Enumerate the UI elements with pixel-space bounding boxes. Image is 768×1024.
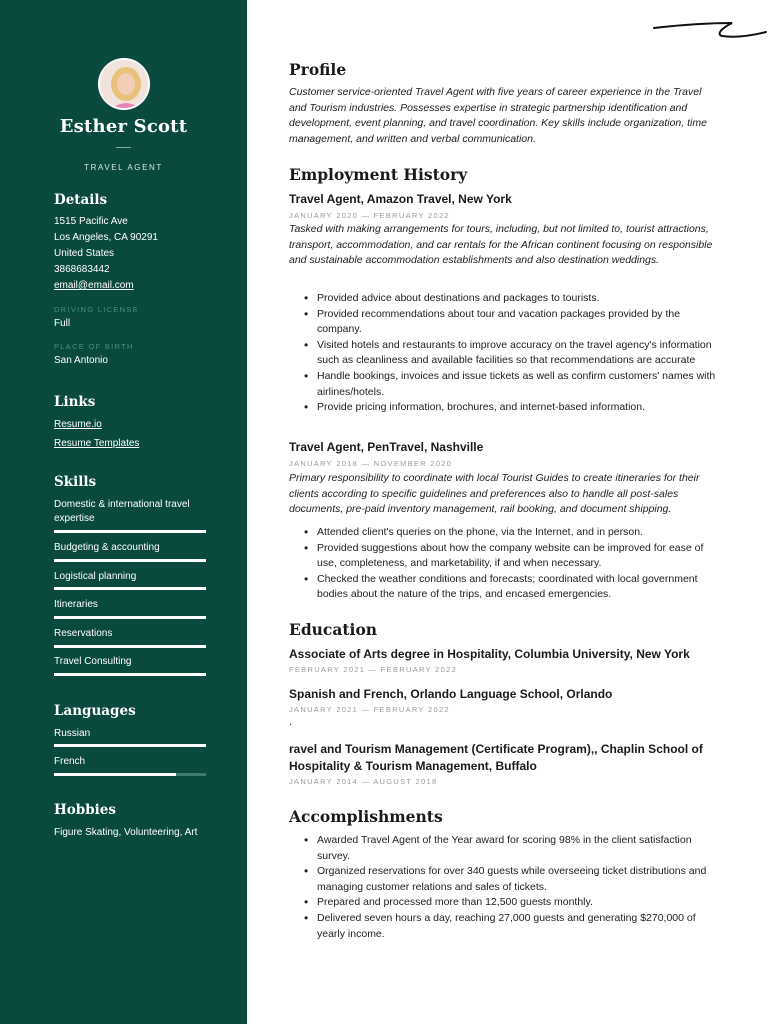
- list-item: • Checked the weather conditions and forecasts; coordinated with local government bodies about the nature of the trips, and encased emergencies.: [303, 572, 717, 603]
- skill-label: Reservations: [54, 628, 113, 639]
- signature-scribble: [650, 14, 768, 44]
- skill-level-bar: [54, 616, 206, 619]
- job-summary: Primary responsibility to coordinate with local Tourist Guides to create itineraries for their clients according to specific guidelines and preferences also to handle all post-sales documents, pre-paid inventory management, rail booking, and document shipping.: [289, 472, 700, 516]
- list-item: • Visited hotels and restaurants to improve accuracy on the travel agency's information such as cleanliness and available facilities so that recommendations are accurate: [303, 338, 717, 369]
- job-summary: Tasked with making arrangements for tours, including, but not limited to, tourist attractions, transport, accommodation, and car rentals for the African continent focusing on responsible and sustainable accommodation establishments and also destination weddings.: [289, 223, 713, 267]
- list-item: • Prepared and processed more than 12,500 guests monthly.: [303, 895, 717, 911]
- accomplishments-heading: Accomplishments: [289, 807, 443, 826]
- list-item: • Awarded Travel Agent of the Year award for scoring 98% in the client satisfaction survey.: [303, 833, 717, 864]
- language-level-bar: [54, 773, 206, 776]
- address-line2: Los Angeles, CA 90291: [54, 232, 158, 243]
- skill-label: Itineraries: [54, 599, 98, 610]
- skills-heading: Skills: [54, 474, 97, 490]
- education-dates: JANUARY 2014 — AUGUST 2018: [289, 777, 438, 786]
- place-of-birth-value: San Antonio: [54, 355, 108, 366]
- language-label: Russian: [54, 728, 91, 739]
- driving-license-value: Full: [54, 318, 71, 329]
- job-bullets: [303, 525, 717, 603]
- links-heading: Links: [54, 394, 96, 410]
- country: United States: [54, 248, 115, 259]
- link-resume-io[interactable]: Resume.io: [54, 419, 102, 430]
- name-divider: [116, 147, 131, 148]
- skill-label: Logistical planning: [54, 571, 137, 582]
- skill-label: Domestic & international travel expertise: [54, 499, 190, 524]
- job-bullets: [303, 291, 717, 416]
- profile-photo: [100, 60, 150, 110]
- skill-level-bar: [54, 645, 206, 648]
- list-item: • Handle bookings, invoices and issue tickets as well as confirm customers' names with airlines/hotels.: [303, 369, 717, 400]
- sidebar: [0, 0, 247, 1024]
- list-item: • Attended client's queries on the phone, via the Internet, and in person.: [303, 525, 717, 541]
- list-item: • Provided advice about destinations and packages to tourists.: [303, 291, 717, 307]
- list-item: • Provide pricing information, brochures, and internet-based information.: [303, 400, 717, 416]
- job-title: Travel Agent, Amazon Travel, New York: [289, 192, 512, 206]
- skill-level-bar: [54, 673, 206, 676]
- job-dates: JANUARY 2018 — NOVEMBER 2020: [289, 459, 453, 468]
- accomplishments-list: [303, 833, 717, 942]
- profile-text: Customer service-oriented Travel Agent with five years of career experience in the Travel and Tourism industries. Possesses expertise in strategic partnership identification and development, event planning, and travel coordination. Key skills include organization, time management, and written and verbal communication.: [289, 86, 707, 146]
- education-note: .: [289, 716, 293, 728]
- list-item: • Organized reservations for over 340 guests while overseeing ticket distributions and managing customer relations and sales of tickets.: [303, 864, 717, 895]
- education-dates: JANUARY 2021 — FEBRUARY 2022: [289, 705, 450, 714]
- address-line1: 1515 Pacific Ave: [54, 216, 128, 227]
- skill-level-bar: [54, 530, 206, 533]
- list-item: • Provided recommendations about tour and vacation packages provided by the company.: [303, 307, 717, 338]
- email-link[interactable]: email@email.com: [54, 280, 134, 291]
- list-item: • Delivered seven hours a day, reaching 27,000 guests and generating $270,000 of yearly income.: [303, 911, 717, 942]
- education-dates: FEBRUARY 2021 — FEBRUARY 2022: [289, 665, 458, 674]
- driving-license-label: DRIVING LICENSE: [54, 305, 139, 314]
- job-title: TRAVEL AGENT: [84, 163, 163, 172]
- skill-level-bar: [54, 559, 206, 562]
- list-item: • Provided suggestions about how the company website can be improved for ease of use, completeness, and marketability, if and when necessary.: [303, 541, 717, 572]
- job-dates: JANUARY 2020 — FEBRUARY 2022: [289, 211, 450, 220]
- education-title: Associate of Arts degree in Hospitality, Columbia University, New York: [289, 647, 690, 661]
- language-label: French: [54, 756, 86, 767]
- hobbies-heading: Hobbies: [54, 802, 116, 818]
- skill-level-bar: [54, 587, 206, 590]
- place-of-birth-label: PLACE OF BIRTH: [54, 342, 134, 351]
- avatar: [98, 58, 150, 110]
- skill-label: Travel Consulting: [54, 656, 132, 667]
- phone: 3868683442: [54, 264, 110, 275]
- employment-heading: Employment History: [289, 165, 468, 184]
- profile-heading: Profile: [289, 60, 347, 79]
- education-title: Spanish and French, Orlando Language School, Orlando: [289, 687, 613, 701]
- skill-label: Budgeting & accounting: [54, 542, 160, 553]
- education-heading: Education: [289, 620, 378, 639]
- link-resume-templates[interactable]: Resume Templates: [54, 438, 140, 449]
- hobbies-text: Figure Skating, Volunteering, Art: [54, 827, 198, 838]
- job-title: Travel Agent, PenTravel, Nashville: [289, 440, 484, 454]
- details-heading: Details: [54, 192, 108, 208]
- education-title: ravel and Tourism Management (Certificate Program),, Chaplin School of Hospitality & Tourism Management, Buffalo: [289, 742, 703, 773]
- language-level-bar: [54, 744, 206, 747]
- languages-heading: Languages: [54, 703, 136, 719]
- candidate-name: Esther Scott: [59, 116, 188, 137]
